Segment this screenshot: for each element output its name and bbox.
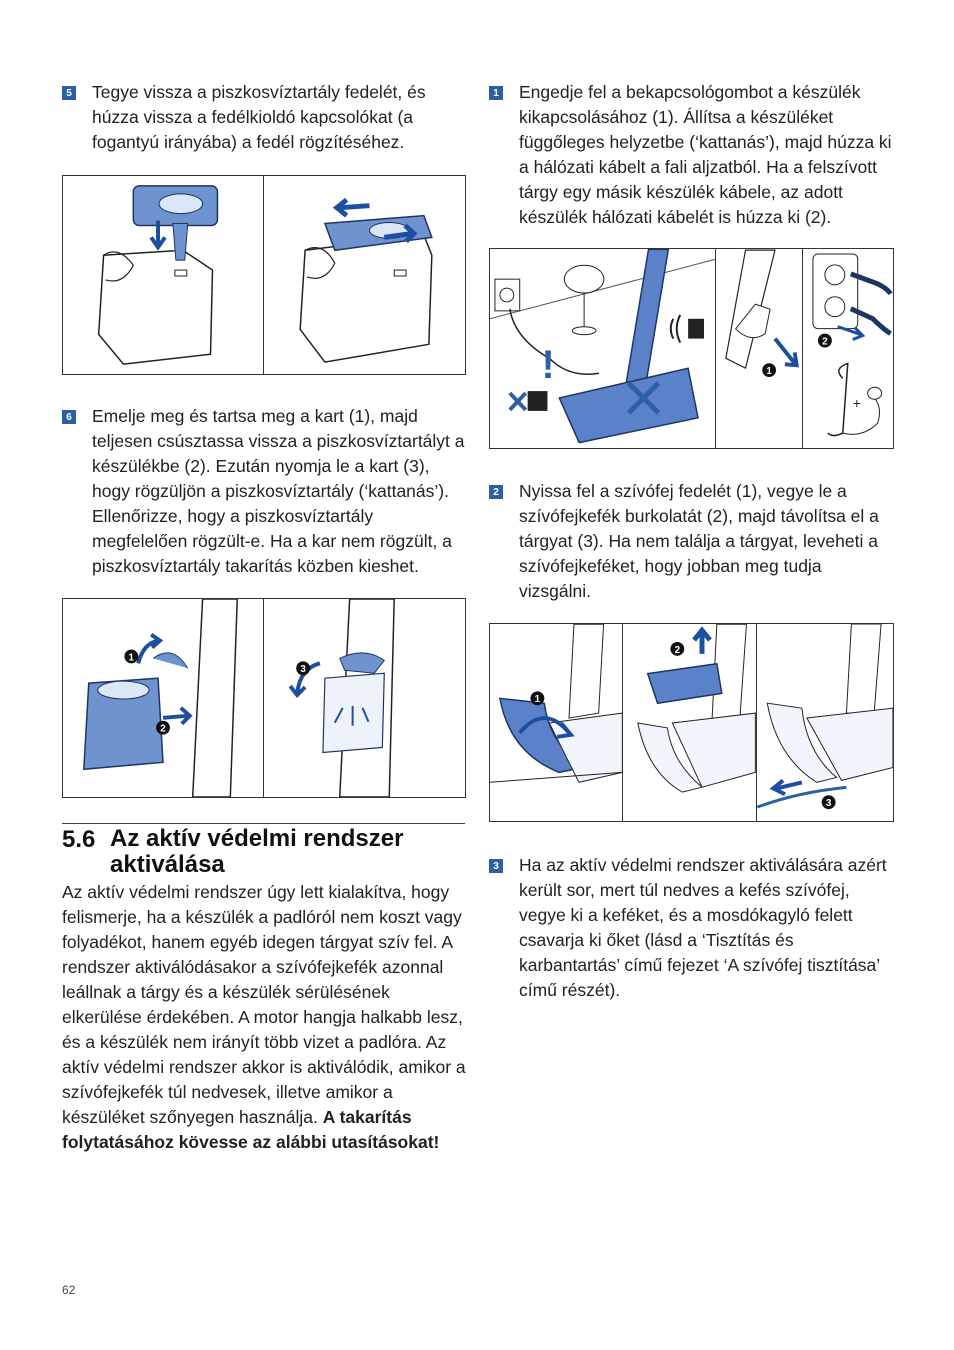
illustration-remove-brush-cover — [623, 624, 755, 821]
section-body — [62, 880, 467, 1155]
step-number-badge: 1 — [489, 86, 503, 100]
callout-2: 2 — [160, 723, 166, 735]
figure-panel-lid-lock — [264, 176, 465, 374]
figure-nozzle-open — [489, 623, 894, 822]
section-number: 5.6 — [62, 826, 96, 853]
illustration-switch-off — [490, 249, 715, 448]
figure-panel-lift-insert — [63, 599, 264, 797]
step-text: Nyissa fel a szívófej fedelét (1), vegye le a szívófejkefék burkolatát (2), majd távolítsa el a tárgyat (3). Ha nem találja a tárgyat, leveheti a szívófejkeféket, hogy jobban meg tudja vizsgálni. — [519, 481, 879, 601]
illustration-lift-insert — [63, 599, 263, 797]
figure-panel-socket — [803, 249, 893, 448]
section-rule — [62, 823, 465, 824]
step-text: Emelje meg és tartsa meg a kart (1), majd teljesen csúsztassa vissza a piszkosvíztartályt a készülékbe (2). Ezután nyomja le a kart (3), hogy rögzüljön a piszkosvíztartály (‘kattanás’). Ellenőrizze, hogy a piszkosvíztartály megfelelően rögzült-e. Ha a kar nem rögzült, a piszkosvíztartály takarítás közben kieshet. — [92, 406, 465, 576]
figure-panel-press-lever — [264, 599, 465, 797]
figure-panel-remove-brush-cover — [623, 624, 756, 821]
section-body-bold: A takarítás folytatásához kövesse az alábbi utasításokat! — [62, 1107, 440, 1152]
step-3 — [489, 853, 894, 1003]
callout-1: 1 — [128, 652, 135, 664]
illustration-press-lever — [264, 599, 465, 797]
step-5 — [62, 80, 467, 155]
figure-tank-lid — [62, 175, 466, 375]
page-number: 62 — [62, 1283, 76, 1297]
step-text: Engedje fel a bekapcsológombot a készülék kikapcsolásához (1). Állítsa a készüléket függőleges helyzetbe (‘kattanás’), majd húzza ki a hálózati kábelt a fali aljzatból. Ha a felszívott tárgy egy másik készülék kábele, az adott készülék hálózati kábelét is húzza ki (2). — [519, 82, 892, 227]
step-number-badge: 5 — [62, 86, 76, 100]
illustration-unplug-cable — [716, 249, 803, 448]
callout-1: 1 — [766, 366, 772, 378]
step-6 — [62, 404, 467, 579]
callout-3: 3 — [825, 798, 832, 810]
plus-sign: + — [853, 395, 862, 412]
step-number-badge: 2 — [489, 485, 503, 499]
section-body-text: Az aktív védelmi rendszer úgy lett kialakítva, hogy felismerje, ha a készülék a padlóról nem koszt vagy folyadékot, hanem egyéb idegen tárgyat szív fel. A rendszer aktiválódásakor a szívófejkefék azonnal leállnak a tárgy és a készülék sérülésének elkerülése érdekében. A motor hangja halkabb lesz, és a készülék nem irányít több vizet a padlóra. Az aktív védelmi rendszer akkor is aktiválódik, amikor a szívófejkefék túl nedvesek, illetve amikor a készüléket szőnyegen használja. — [62, 882, 466, 1127]
callout-2: 2 — [822, 336, 829, 348]
step-2 — [489, 479, 894, 604]
callout-2: 2 — [674, 644, 681, 656]
step-number-badge: 3 — [489, 859, 503, 873]
svg-text:!: ! — [541, 343, 555, 388]
callout-1: 1 — [534, 694, 541, 706]
figure-unplug — [489, 248, 894, 449]
figure-tank-insert — [62, 598, 466, 798]
step-number-badge: 6 — [62, 410, 76, 424]
figure-panel-unplug-cable — [716, 249, 804, 448]
illustration-lid-lock — [264, 176, 465, 374]
step-text: Ha az aktív védelmi rendszer aktiválására azért került sor, mert túl nedves a kefés szívófej, vegye ki a keféket, és a mosdókagyló felett csavarja ki őket (lásd a ‘Tisztítás és karbantartás’ című fejezet ‘A szívófej tisztítása’ című részét). — [519, 855, 887, 1000]
illustration-socket — [803, 249, 893, 448]
step-1 — [489, 80, 894, 230]
illustration-lid-insert — [63, 176, 263, 374]
callout-3: 3 — [300, 664, 306, 676]
illustration-open-cover — [490, 624, 622, 821]
illustration-remove-object — [757, 624, 893, 821]
figure-panel-switch-off — [490, 249, 716, 448]
step-text: Tegye vissza a piszkosvíztartály fedelét, és húzza vissza a fedélkioldó kapcsolókat (a fogantyú irányába) a fedél rögzítéséhez. — [92, 82, 426, 152]
figure-panel-remove-object — [757, 624, 893, 821]
figure-panel-lid-insert — [63, 176, 264, 374]
section-title: Az aktív védelmi rendszer aktiválása — [110, 825, 404, 878]
figure-panel-open-cover — [490, 624, 623, 821]
